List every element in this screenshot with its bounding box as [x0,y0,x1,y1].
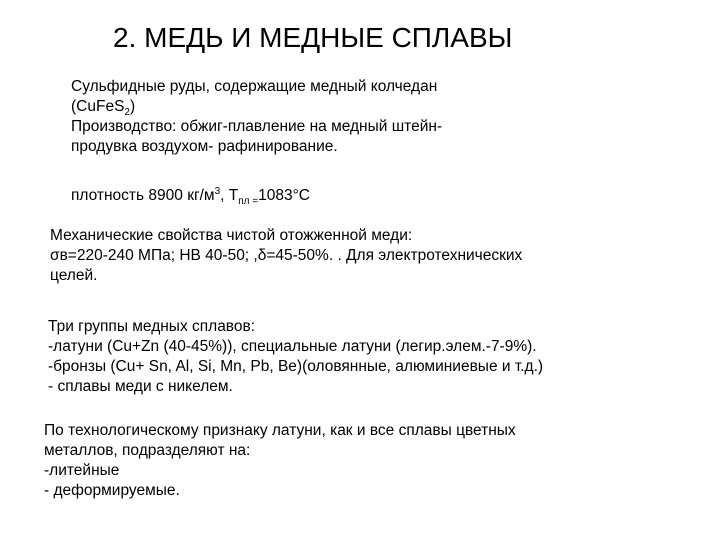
technology-line: По технологическому признаку латуни, как и все сплавы цветных [44,422,516,439]
groups-paragraph [48,317,543,397]
mechanical-paragraph [50,226,522,286]
density-superscript: 3 [214,185,221,197]
groups-line: - сплавы меди с никелем. [48,378,233,395]
melting-subscript: пл = [238,196,259,208]
page-title: 2. МЕДЬ И МЕДНЫЕ СПЛАВЫ [113,22,513,53]
technology-line: -литейные [44,462,120,479]
ores-formula-line [71,97,442,117]
groups-line: Три группы медных сплавов: [48,318,256,335]
mechanical-line: Механические свойства чистой отожженной меди: [50,227,413,244]
ores-line-3: Производство: обжиг-плавление на медный штейн- [71,118,443,135]
density-prefix: плотность 8900 кг/м [71,187,215,204]
groups-line: -бронзы (Cu+ Sn, Al, Si, Mn, Pb, Be)(оловянные, алюминиевые и т.д.) [48,358,544,375]
melting-value: 1083°С [258,187,310,204]
technology-paragraph [44,421,516,501]
technology-line: металлов, подразделяют на: [44,442,251,459]
mechanical-line: σв=220-240 МПа; НВ 40-50; ,δ=45-50%. . Для электротехнических [50,247,523,264]
groups-line: -латуни (Cu+Zn (40-45%)), специальные латуни (легир.элем.-7-9%). [48,338,537,355]
technology-line: - деформируемые. [44,482,180,499]
mechanical-line: целей. [50,267,98,284]
formula-subscript: 2 [124,107,130,119]
formula-open: (CuFeS [71,98,125,115]
ores-line-4: продувка воздухом- рафинирование. [71,138,338,155]
ores-line-1: Сульфидные руды, содержащие медный колчедан [71,78,438,95]
density-middle: , T [220,187,239,204]
density-line [71,186,310,206]
formula-close: ) [129,98,136,115]
ores-paragraph [71,77,442,157]
